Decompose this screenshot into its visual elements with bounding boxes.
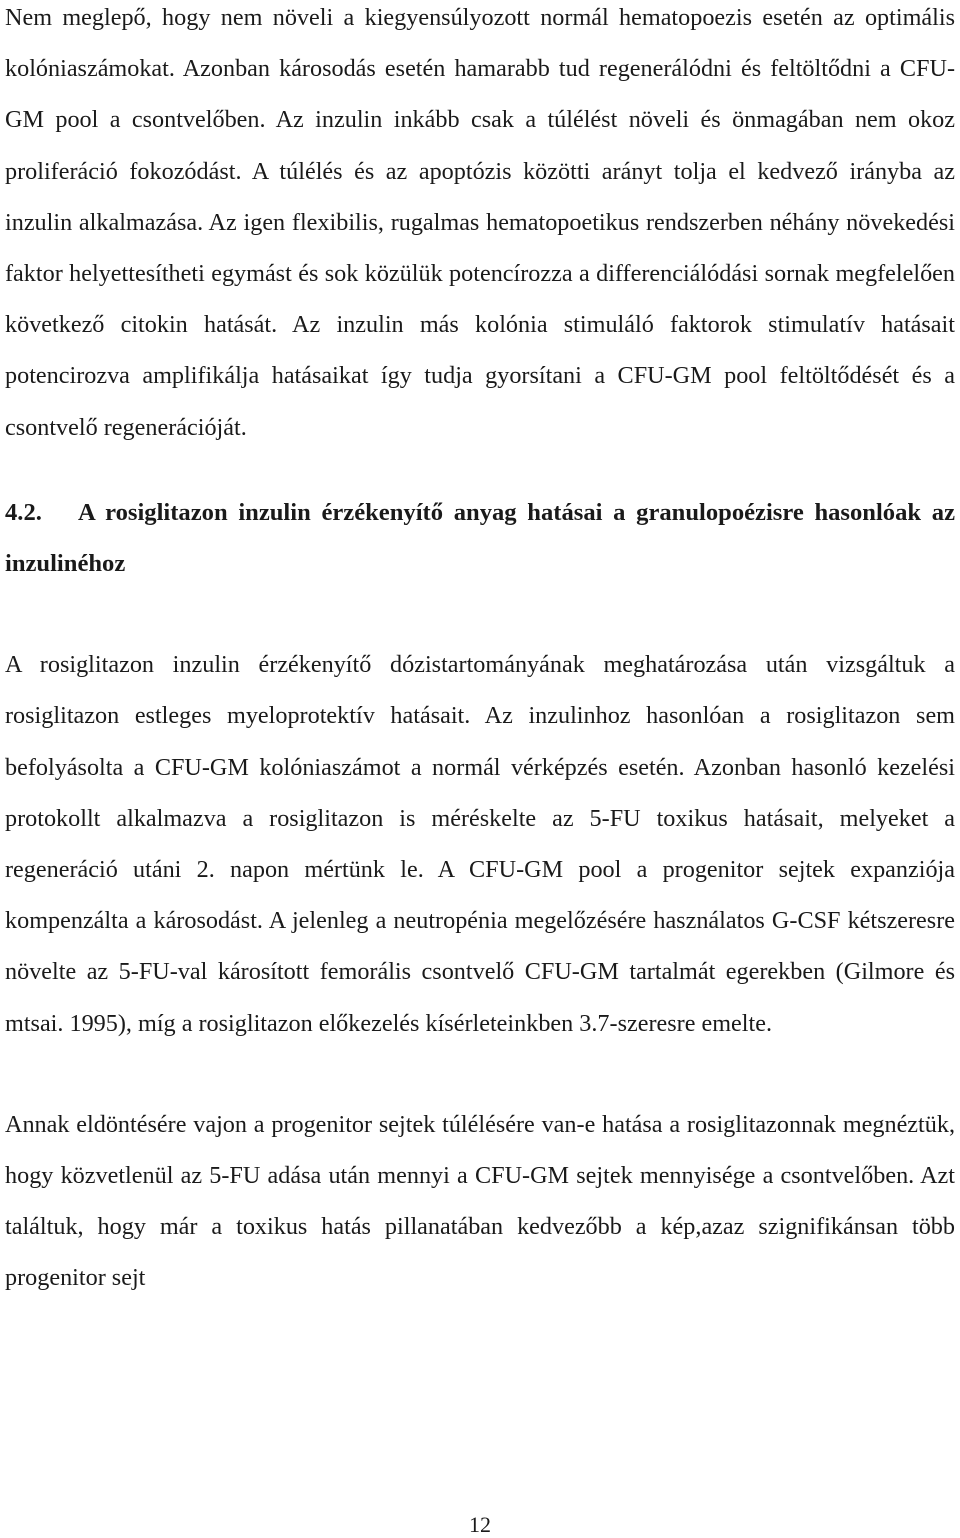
section-heading [5,487,955,589]
spacer [5,1049,955,1099]
body-paragraph-1: Nem meglepő, hogy nem növeli a kiegyensúlyozott normál hematopoezis esetén az optimális kolóniaszámokat. Azonban károsodás esetén hamarabb tud regenerálódni és feltöltődni a CFU-GM pool a csontvelőben. Az inzulin inkább csak a túlélést növeli és önmagában nem okoz proliferáció fokozódást. A túlélés és az apoptózis közötti arányt tolja el kedvező irányba az inzulin alkalmazása. Az igen flexibilis, rugalmas hematopoetikus rendszerben néhány növekedési faktor helyettesítheti egymást és sok közülük potencírozza a differenciálódási sornak megfelelően következő citokin hatását. Az inzulin más kolónia stimuláló faktorok stimulatív hatásait potencirozva amplifikálja hatásaikat így tudja gyorsítani a CFU-GM pool feltöltődését és a csontvelő regenerációját. [5,4,955,441]
body-paragraph-2: A rosiglitazon inzulin érzékenyítő dózistartományának meghatározása után vizsgáltuk a rosiglitazon estleges myeloprotektív hatásait. Az inzulinhoz hasonlóan a rosiglitazon sem befolyásolta a CFU-GM kolóniaszámot a normál vérképzés esetén. Azonban hasonló kezelési protokollt alkalmazva a rosiglitazon is méréskelte az 5-FU toxikus hatásait, melyeket a regeneráció utáni 2. napon mértünk le. A CFU-GM pool a progenitor sejtek expanziója kompenzálta a károsodást. A jelenleg a neutropénia megelőzésére használatos G-CSF kétszeresre növelte az 5-FU-val károsított femorális csontvelő CFU-GM tartalmát egerekben (Gilmore és mtsai. 1995), míg a rosiglitazon előkezelés kísérleteinkben 3.7-szeresre emelte. [5,651,955,1037]
document-page [5,0,955,1304]
section-number: 4.2. [5,498,42,526]
section-title: A rosiglitazon inzulin érzékenyítő anyag hatásai a granulopoézisre hasonlóak az inzulinéhoz [5,498,955,578]
body-paragraph-3: Annak eldöntésére vajon a progenitor sejtek túlélésére van-e hatása a rosiglitazonnak megnéztük, hogy közvetlenül az 5-FU adása után mennyi a CFU-GM sejtek mennyisége a csontvelőben. Azt találtuk, hogy már a toxikus hatás pillanatában kedvezőbb a kép,azaz szignifikánsan több progenitor sejt [5,1110,955,1292]
page-number: 12 [469,1512,491,1537]
spacer [5,589,955,639]
